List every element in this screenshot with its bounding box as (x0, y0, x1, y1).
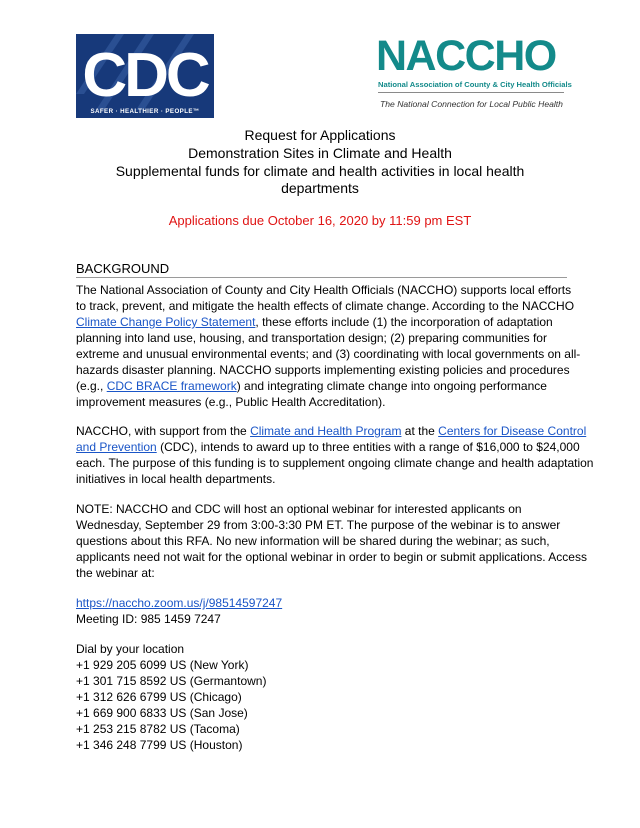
meeting-id: Meeting ID: 985 1459 7247 (76, 612, 221, 626)
paragraph-1-line (76, 315, 553, 330)
paragraph-3-line: NOTE: NACCHO and CDC will host an optional webinar for interested applicants on (76, 502, 522, 516)
paragraph-1-line: hazards disaster planning. NACCHO supports implementing existing policies and procedures (76, 363, 570, 377)
naccho-logo (376, 32, 572, 114)
cdc-logo (76, 34, 214, 118)
rfa-title: Request for Applications (244, 127, 396, 143)
climate-policy-link[interactable]: Climate Change Policy Statement (76, 315, 256, 329)
dial-heading: Dial by your location (76, 642, 185, 656)
cdc-logo-mark (76, 34, 214, 110)
background-heading: BACKGROUND (76, 261, 170, 276)
paragraph-3-line: Wednesday, September 29 from 3:00-3:30 PM ET. The purpose of the webinar is to answer (76, 518, 561, 532)
dial-number: +1 929 205 6099 US (New York) (76, 658, 249, 672)
webinar-line (76, 596, 282, 611)
naccho-tagline: The National Connection for Local Public Health (380, 99, 563, 109)
paragraph-2-text: (CDC), intends to award up to three entities with a range of $16,000 to $24,000 (156, 440, 580, 454)
cdc-link[interactable]: Centers for Disease Control (438, 424, 587, 438)
dial-number: +1 346 248 7799 US (Houston) (76, 738, 243, 752)
application-deadline: Applications due October 16, 2020 by 11:59 pm EST (168, 213, 472, 228)
naccho-wordmark: NACCHO (376, 32, 556, 80)
naccho-full-name: National Association of County & City Health Officials (378, 80, 572, 89)
webinar-url-link[interactable]: https://naccho.zoom.us/j/98514597247 (76, 596, 283, 610)
paragraph-1-line: to track, prevent, and mitigate the health effects of climate change. According to the NACCHO (76, 299, 575, 313)
dial-number: +1 301 715 8592 US (Germantown) (76, 674, 267, 688)
paragraph-2-line (76, 424, 586, 439)
dial-number: +1 312 626 6799 US (Chicago) (76, 690, 242, 704)
paragraph-2-text: at the (401, 424, 439, 438)
background-heading-rule (76, 277, 567, 278)
naccho-divider (378, 92, 564, 93)
dial-number: +1 253 215 8782 US (Tacoma) (76, 722, 240, 736)
paragraph-3-line: applicants need not wait for the optional webinar in order to begin or submit applications. Access (76, 550, 587, 564)
paragraph-2-line: initiatives in local health departments. (76, 472, 276, 486)
paragraph-1-line: planning into land use, housing, and transportation design; (2) preparing communities for (76, 331, 547, 345)
cdc-link-continued[interactable]: and Prevention (76, 440, 157, 454)
paragraph-1-line (76, 379, 547, 394)
paragraph-3-line: the webinar at: (76, 566, 155, 580)
svg-text:CDC: CDC (82, 41, 208, 110)
paragraph-3-line: questions about this RFA. No new information will be shared during the webinar; as such, (76, 534, 550, 548)
paragraph-2-line (76, 440, 580, 455)
rfa-subtitle: Demonstration Sites in Climate and Health (188, 145, 452, 161)
cdc-tagline: SAFER · HEALTHIER · PEOPLE™ (90, 108, 200, 115)
paragraph-1-line: extreme and unusual environmental events; and (3) coordinating with local governments on all- (76, 347, 581, 361)
paragraph-1-text: ) and integrating climate change into ongoing performance (236, 379, 547, 393)
paragraph-2-text: NACCHO, with support from the (76, 424, 251, 438)
paragraph-1-line: The National Association of County and City Health Officials (NACCHO) supports local efforts (76, 283, 572, 297)
paragraph-1-text: , these efforts include (1) the incorporation of adaptation (255, 315, 553, 329)
climate-health-program-link[interactable]: Climate and Health Program (250, 424, 402, 438)
paragraph-2-line: each. The purpose of this funding is to supplement ongoing climate change and health adaptation (76, 456, 594, 470)
rfa-description-line2: departments (281, 180, 359, 196)
cdc-brace-link[interactable]: CDC BRACE framework (106, 379, 237, 393)
paragraph-1-text: (e.g., (76, 379, 107, 393)
rfa-description-line1: Supplemental funds for climate and health activities in local health (115, 163, 525, 179)
dial-number: +1 669 900 6833 US (San Jose) (76, 706, 248, 720)
paragraph-1-line: improvement measures (e.g., Public Health Accreditation). (76, 395, 386, 409)
